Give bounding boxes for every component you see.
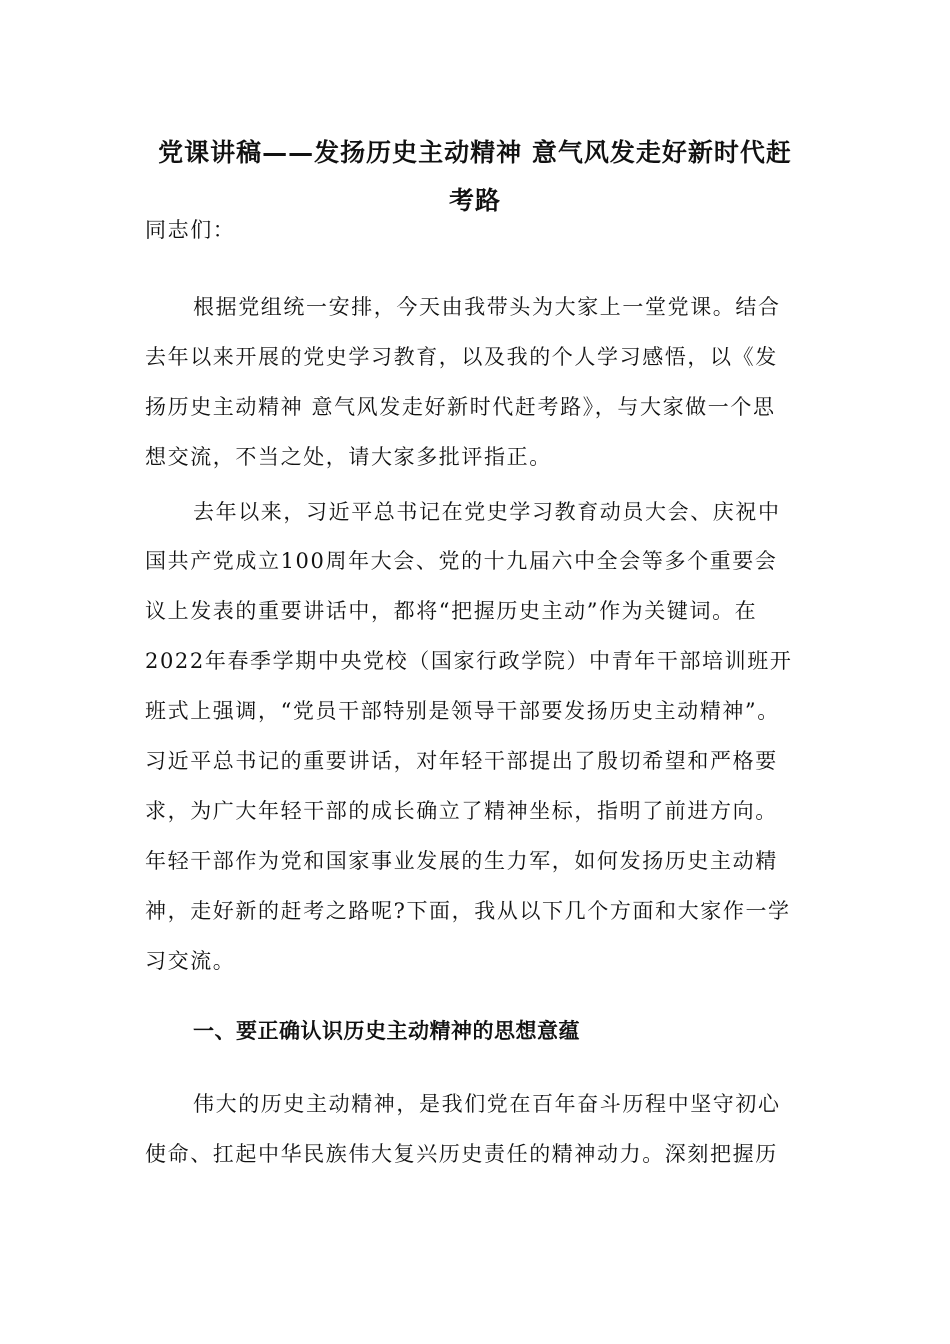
paragraph-line: 习交流。 — [145, 949, 236, 973]
paragraph-line: 习近平总书记的重要讲话，对年轻干部提出了殷切希望和严格要 — [145, 749, 778, 773]
paragraph-line: 扬历史主动精神 意气风发走好新时代赶考路》，与大家做一个思 — [145, 395, 776, 419]
paragraph-line: 神，走好新的赶考之路呢?下面，我从以下几个方面和大家作一学 — [145, 899, 791, 923]
section-heading: 一、要正确认识历史主动精神的思想意蕴 — [193, 1018, 580, 1043]
paragraph-line: 2022年春季学期中央党校（国家行政学院）中青年干部培训班开 — [145, 649, 793, 673]
salutation: 同志们： — [145, 218, 236, 242]
paragraph-line: 求，为广大年轻干部的成长确立了精神坐标，指明了前进方向。 — [145, 799, 778, 823]
paragraph-line: 国共产党成立100周年大会、党的十九届六中全会等多个重要会 — [145, 549, 778, 573]
paragraph-line: 想交流，不当之处，请大家多批评指正。 — [145, 445, 552, 469]
document-title-line-1: 党课讲稿——发扬历史主动精神 意气风发走好新时代赶 — [158, 138, 792, 167]
document-title-line-2: 考路 — [448, 186, 501, 215]
paragraph-line: 伟大的历史主动精神，是我们党在百年奋斗历程中坚守初心 — [193, 1092, 781, 1116]
paragraph-line: 去年以来开展的党史学习教育，以及我的个人学习感悟，以《发 — [145, 345, 778, 369]
paragraph-line: 使命、扛起中华民族伟大复兴历史责任的精神动力。深刻把握历 — [145, 1142, 778, 1166]
paragraph-line: 议上发表的重要讲话中，都将“把握历史主动”作为关键词。在 — [145, 599, 758, 623]
paragraph-line: 年轻干部作为党和国家事业发展的生力军，如何发扬历史主动精 — [145, 849, 778, 873]
paragraph-line: 根据党组统一安排，今天由我带头为大家上一堂党课。结合 — [193, 295, 781, 319]
paragraph-line: 班式上强调，“党员干部特别是领导干部要发扬历史主动精神”。 — [145, 699, 780, 723]
paragraph-line: 去年以来，习近平总书记在党史学习教育动员大会、庆祝中 — [193, 500, 781, 524]
